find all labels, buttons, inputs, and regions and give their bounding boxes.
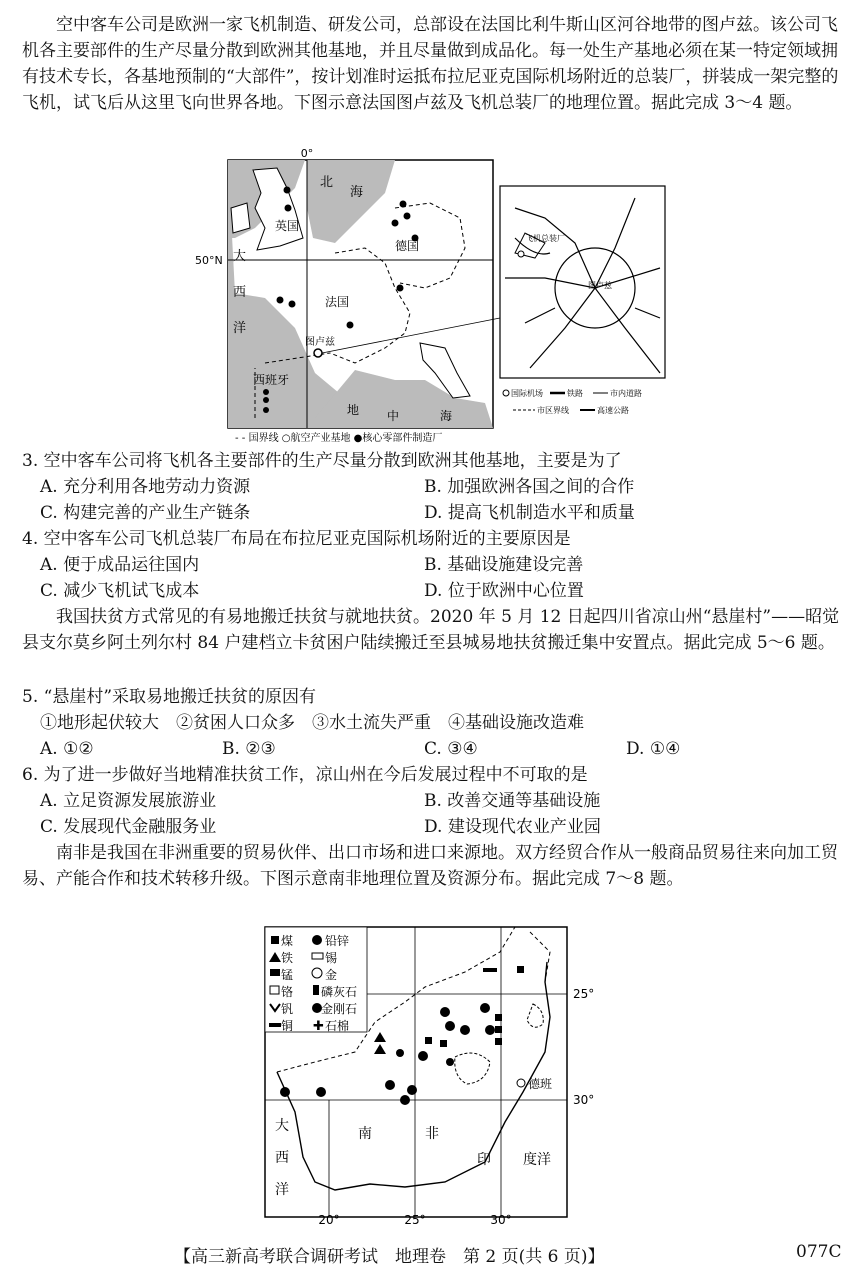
passage-1: 空中客车公司是欧洲一家飞机制造、研发公司，总部设在法国比利牛斯山区河谷地带的图卢兹。该公司飞机各主要部件的生产尽量分散到欧洲其他基地，并且尽量做到成品化。每一处生产基地必须在某一特定领域拥有技术专长，各基地预制的“大部件”，按计划准时运抵布拉尼亚克国际机场附近的总装厂，拼装成一架完整的飞机，试飞后从这里飞向世界各地。下图示意法国图卢兹及飞机总装厂的地理位置。据此完成 3～4 题。	[22, 15, 839, 113]
q6-option-d[interactable]: D. 建设现代农业产业园	[424, 817, 601, 837]
question-3-stem: 3. 空中客车公司将飞机各主要部件的生产尽量分散到欧洲其他基地，主要是为了	[22, 451, 622, 471]
q5-option-c[interactable]: C. ③④	[424, 739, 478, 759]
page-footer	[0, 1242, 860, 1272]
legend-apatite: 磷灰石	[321, 985, 358, 999]
passage-3: 南非是我国在非洲重要的贸易伙伴、出口市场和进口来源地。双方经贸合作从一般商品贸易往来向加工贸易、产能合作和技术转移升级。下图示意南非地理位置及资源分布。据此完成 7～8 题。	[22, 843, 838, 889]
atlantic-label-3: 洋	[233, 321, 247, 336]
med-label-1: 地	[347, 403, 360, 417]
q5-items: ①地形起伏较大 ②贫困人口众多 ③水土流失严重 ④基础设施改造难	[40, 713, 584, 733]
legend-chromium: 铬	[281, 985, 294, 999]
lon-0-label: 0°	[300, 148, 314, 160]
q5-option-b[interactable]: B. ②③	[222, 739, 276, 759]
south-africa-map	[255, 922, 615, 1227]
q3-option-b[interactable]: B. 加强欧洲各国之间的合作	[424, 477, 635, 497]
lon-30-label: 30°	[490, 1213, 512, 1227]
germany-label: 德国	[395, 239, 420, 253]
q6-option-b[interactable]: B. 改善交通等基础设施	[424, 791, 601, 811]
q4-option-c[interactable]: C. 减少飞机试飞成本	[40, 581, 200, 601]
europe-map-figure	[195, 148, 675, 443]
toulouse-marker	[314, 349, 322, 357]
lat-25-label: 25°	[573, 987, 595, 1001]
passage-2: 我国扶贫方式常见的有易地搬迁扶贫与就地扶贫。2020 年 5 月 12 日起四川省凉山州“悬崖村”——昭觉县支尔莫乡阿土列尔村 84 户建档立卡贫困户陆续搬迁至县城易地扶贫搬迁集中安置点。据此完成 5～6 题。	[22, 607, 840, 653]
north-sea-label-2: 海	[350, 185, 364, 200]
inset-city-label: 图卢兹	[588, 281, 612, 290]
inset-legend-highway: 高速公路	[597, 406, 629, 415]
legend-copper: 铜	[281, 1019, 294, 1033]
med-label-3: 海	[440, 409, 453, 423]
spain-label: 西班牙	[253, 373, 290, 387]
legend-vanadium: 钒	[281, 1002, 294, 1016]
legend-asbestos: 石棉	[325, 1019, 350, 1033]
lon-25-label: 25°	[404, 1213, 426, 1227]
france-label: 法国	[325, 295, 350, 309]
footer-title: 【高三新高考联合调研考试 地理卷 第 2 页(共 6 页)】	[174, 1247, 605, 1267]
indian-ocean-label-1: 印	[477, 1152, 491, 1168]
inset-legend-rail: 铁路	[567, 389, 583, 398]
lat-50-label: 50°N	[195, 254, 223, 267]
question-4-stem: 4. 空中客车公司飞机总装厂布局在布拉尼亚克国际机场附近的主要原因是	[22, 529, 571, 549]
q5-option-d[interactable]: D. ①④	[626, 739, 681, 759]
q3-option-d[interactable]: D. 提高飞机制造水平和质量	[424, 503, 635, 523]
q5-option-a[interactable]: A. ①②	[40, 739, 94, 759]
lat-30-label: 30°	[573, 1093, 595, 1107]
legend-coal: 煤	[281, 934, 294, 948]
legend-diamond: 金刚石	[321, 1002, 358, 1016]
question-6-stem: 6. 为了进一步做好当地精准扶贫工作，凉山州在今后发展过程中不可取的是	[22, 765, 588, 785]
atlantic-label-1: 大	[233, 249, 247, 264]
lon-20-label: 20°	[318, 1213, 340, 1227]
map1-legend: - - 国界线 ○航空产业基地 ●核心零部件制造厂	[235, 433, 443, 443]
question-5-stem: 5. “悬崖村”采取易地搬迁扶贫的原因有	[22, 687, 317, 707]
legend-iron: 铁	[281, 951, 294, 965]
q3-option-a[interactable]: A. 充分利用各地劳动力资源	[40, 477, 251, 497]
south-africa-label-2: 非	[425, 1126, 439, 1142]
legend-lead-zinc: 铅锌	[325, 934, 350, 948]
q3-option-c[interactable]: C. 构建完善的产业生产链条	[40, 503, 251, 523]
south-africa-label-1: 南	[358, 1126, 372, 1142]
europe-map	[195, 148, 675, 443]
svg-text:✚: ✚	[313, 1019, 324, 1034]
inset-legend-boundary: 市区界线	[537, 406, 569, 415]
atlantic-label-2: 西	[233, 285, 247, 300]
q4-option-b[interactable]: B. 基础设施建设完善	[424, 555, 584, 575]
sa-atlantic-label-2: 西	[275, 1150, 289, 1166]
uk-label: 英国	[275, 219, 300, 233]
legend-tin: 锡	[325, 951, 338, 965]
indian-ocean-label-2: 度洋	[523, 1152, 551, 1168]
q4-option-a[interactable]: A. 便于成品运往国内	[40, 555, 200, 575]
north-sea-label: 北	[320, 175, 334, 190]
q4-option-d[interactable]: D. 位于欧洲中心位置	[424, 581, 584, 601]
legend-gold: 金	[325, 968, 338, 982]
inset-factory-label: 飞机总装厂	[525, 234, 565, 243]
sa-atlantic-label-1: 大	[275, 1118, 289, 1134]
footer-code: 077C	[796, 1242, 842, 1262]
inset-legend-road: 市内道路	[610, 389, 642, 398]
q6-option-c[interactable]: C. 发展现代金融服务业	[40, 817, 217, 837]
durban-label: 德班	[528, 1077, 553, 1091]
sa-atlantic-label-3: 洋	[275, 1182, 289, 1198]
south-africa-map-figure	[255, 922, 615, 1227]
inset-legend-airport: 国际机场	[511, 389, 543, 398]
med-label-2: 中	[387, 409, 400, 423]
toulouse-label: 图卢兹	[305, 337, 335, 348]
legend-manganese: 锰	[281, 968, 294, 982]
q6-option-a[interactable]: A. 立足资源发展旅游业	[40, 791, 217, 811]
